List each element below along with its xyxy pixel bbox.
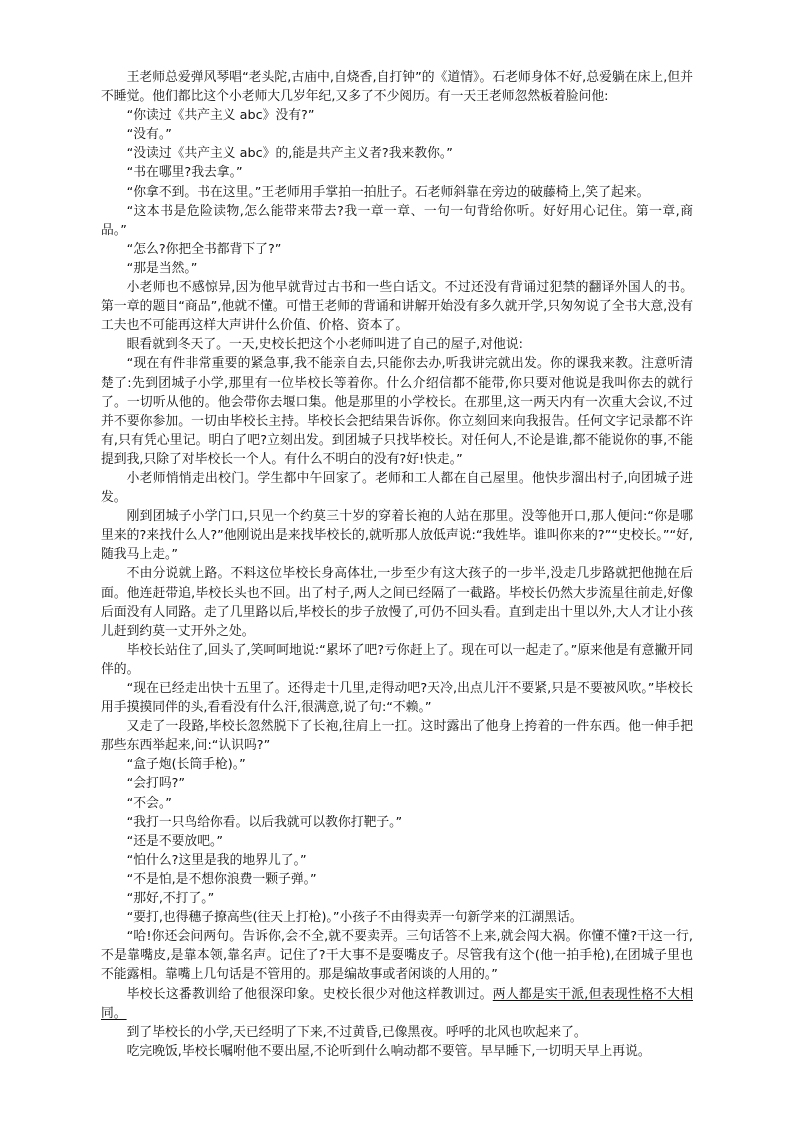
paragraph: “你读过《共产主义 abc》没有?” bbox=[126, 108, 315, 124]
paragraph: 不由分说就上路。不料这位毕校长身高体壮,一步至少有这大孩子的一步半,没走几步路就把他抛在后面。他连赶带追,毕校长头也不回。出了村子,两人之间已经隔了一截路。毕校长仍然大步流星往前走,好像后面没有人同路。走了几里路以后,毕校长的步子放慢了,可仍不回头看。直到走出十里以外,大人才让小孩儿赶到约莫一丈开外之处。 bbox=[101, 566, 693, 639]
paragraph: “哈!你还会问两句。告诉你,会不全,就不要卖弄。三句话答不上来,就会闯大祸。你懂不懂?干这一行,不是靠嘴皮,是靠本领,靠名声。记住了?干大事不是耍嘴皮子。尽管我有这个(他一拍手枪),在团城子里也不能露相。靠嘴上几句话是不管用的。那是编故事或者闲谈的人用的。” bbox=[101, 929, 693, 983]
paragraph: 到了毕校长的小学,天已经明了下来,不过黄昏,已像黑夜。呼呼的北风也吹起来了。 bbox=[126, 1024, 587, 1040]
paragraph: “怕什么?这里是我的地界儿了。” bbox=[126, 852, 307, 868]
paragraph: “你拿不到。书在这里。”王老师用手掌拍一拍肚子。石老师斜靠在旁边的破藤椅上,笑了起来。 bbox=[126, 184, 650, 200]
paragraph: “要打,也得穗子撩高些(往天上打枪)。”小孩子不由得卖弄一句新学来的江湖黑话。 bbox=[126, 910, 583, 926]
paragraph: “那好,不打了。” bbox=[126, 891, 215, 907]
paragraph: 眼看就到冬天了。一天,史校长把这个小老师叫进了自己的屋子,对他说: bbox=[126, 337, 523, 353]
paragraph: “没读过《共产主义 abc》的,能是共产主义者?我来教你。” bbox=[126, 146, 453, 162]
paragraph: 刚到团城子小学门口,只见一个约莫三十岁的穿着长袍的人站在那里。没等他开口,那人便问:“你是哪里来的?来找什么人?”他刚说出是来找毕校长的,就听那人放低声说:“我姓毕。谁叫你来的?”“史校长。”“好,随我马上走。” bbox=[101, 509, 693, 563]
paragraph: “还是不要放吧。” bbox=[126, 833, 224, 849]
paragraph: 王老师总爱弹风琴唱“老头陀,古庙中,自烧香,自打钟”的《道情》。石老师身体不好,总爱躺在床上,但并不睡觉。他们都比这个小老师大几岁年纪,又多了不少阅历。有一天王老师忽然板着脸问他: bbox=[101, 70, 693, 105]
paragraph: 小老师悄悄走出校门。学生都中午回家了。老师和工人都在自己屋里。他快步溜出村子,向团城子进发。 bbox=[101, 470, 693, 506]
paragraph: 小老师也不感惊异,因为他早就背过古书和一些白话文。不过还没有背诵过犯禁的翻译外国人的书。第一章的题目“商品”,他就不懂。可惜王老师的背诵和讲解开始没有多久就开学,只匆匆说了全书大意,没有工夫也不可能再这样大声讲什么价值、价格、资本了。 bbox=[101, 280, 693, 334]
paragraph: “不会。” bbox=[126, 795, 172, 811]
paragraph: “盒子炮(长筒手枪)。” bbox=[126, 757, 246, 773]
paragraph: “不是怕,是不想你浪费一颗子弹。” bbox=[126, 871, 317, 887]
paragraph: “那是当然。” bbox=[126, 260, 198, 276]
paragraph: 吃完晚饭,毕校长嘱咐他不要出屋,不论听到什么响动都不要管。早早睡下,一切明天早上再说。 bbox=[126, 1043, 651, 1059]
paragraph: “书在哪里?我去拿。” bbox=[126, 165, 243, 181]
paragraph: “会打吗?” bbox=[126, 776, 186, 792]
paragraph: “没有。” bbox=[126, 127, 172, 143]
paragraph: “现在已经走出快十五里了。还得走十几里,走得动吧?天冷,出点儿汗不要紧,只是不要被风吹。”毕校长用手摸摸同伴的头,看看没有什么汗,很满意,说了句:“不赖。” bbox=[101, 681, 693, 716]
underlined-sentence: 两人都是实干派,但表现性格不大相同。 bbox=[101, 986, 693, 1021]
paragraph: 毕校长站住了,回头了,笑呵呵地说:“累坏了吧?亏你赶上了。现在可以一起走了。”原来他是有意撇开同伴的。 bbox=[101, 642, 693, 677]
document-body bbox=[101, 68, 693, 1061]
paragraph-with-underline bbox=[101, 985, 693, 1023]
paragraph: “现在有件非常重要的紧急事,我不能亲自去,只能你去办,听我讲完就出发。你的课我来教。注意听清楚了:先到团城子小学,那里有一位毕校长等着你。什么介绍信都不能带,你只要对他说是我叫你去的就行了。一切听从他的。他会带你去堰口集。他是那里的小学校长。在那里,这一两天内有一次重大会议,不过并不要你参加。一切由毕校长主持。毕校长会把结果告诉你。你立刻回来向我报告。任何文字记录都不许有,只有凭心里记。明白了吧?立刻出发。到团城子只找毕校长。对任何人,不论是谁,都不能说你的事,不能提到我,只除了对毕校长一个人。有什么不明白的没有?好!快走。” bbox=[101, 356, 693, 467]
paragraph: “我打一只鸟给你看。以后我就可以教你打靶子。” bbox=[126, 814, 403, 830]
paragraph: “怎么?你把全书都背下了?” bbox=[126, 241, 282, 257]
paragraph: “这本书是危险读物,怎么能带来带去?我一章一章、一句一句背给你听。好好用心记住。第一章,商品。” bbox=[101, 203, 693, 238]
paragraph: 又走了一段路,毕校长忽然脱下了长袍,往肩上一扛。这时露出了他身上挎着的一件东西。他一伸手把那些东西举起来,问:“认识吗?” bbox=[101, 719, 693, 754]
paragraph-text: 毕校长这番教训给了他很深印象。史校长很少对他这样教训过。 bbox=[126, 986, 493, 1002]
